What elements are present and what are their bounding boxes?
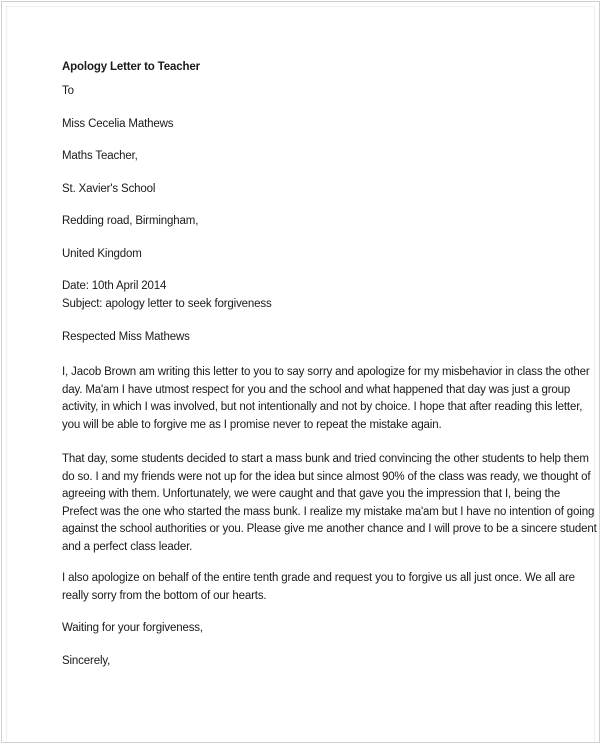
paragraph-line: agreeing with them. Unfortunately, we were caught and that gave you the impression that I, being the [62,488,561,500]
recipient-country: United Kingdom [62,248,142,260]
paragraph-2 [62,451,597,556]
paragraph-line: That day, some students decided to start a mass bunk and tried convincing the other students to help them [62,453,589,465]
recipient-address: Redding road, Birmingham, [62,215,199,227]
recipient-name: Miss Cecelia Mathews [62,118,174,130]
paragraph-line: do so. I and my friends were not up for the idea but since almost 90% of the class was ready, we thought of [62,470,591,483]
recipient-title: Maths Teacher, [62,150,138,162]
paragraph-line: against the school authorities or you. Please give me another chance and I will prove to be a sincere student [62,523,597,535]
paragraph-line: day. Ma'am I have utmost respect for you and the school and what happened that day was just a group [62,383,571,396]
letter-title: Apology Letter to Teacher [62,61,200,73]
paragraph-line: really sorry from the bottom of our hearts. [62,589,267,602]
paragraph-line: I also apologize on behalf of the entire tenth grade and request you to forgive us all just once. We all are [62,572,575,584]
paragraph-line: activity, in which I was involved, but not intentionally and not by choice. I hope that after reading this letter, [62,401,583,413]
subject-line: Subject: apology letter to seek forgiveness [62,298,272,310]
paragraph-line: you will be able to forgive me as I promise never to repeat the mistake again. [62,418,442,431]
paragraph-line: I, Jacob Brown am writing this letter to you to say sorry and apologize for my misbehavior in class the other [62,366,590,378]
recipient-school: St. Xavier's School [62,183,156,195]
paragraph-line: Prefect was the one who started the mass bunk. I realize my mistake ma'am but I have no intention of going [62,505,595,518]
paragraph-line: and a perfect class leader. [62,540,193,553]
closing-line: Waiting for your forgiveness, [62,622,203,634]
salutation: Respected Miss Mathews [62,331,190,343]
date-line: Date: 10th April 2014 [62,280,167,292]
paragraph-1 [62,364,592,434]
to-line: To [62,85,74,97]
paragraph-3 [62,570,592,605]
signoff: Sincerely, [62,655,111,667]
